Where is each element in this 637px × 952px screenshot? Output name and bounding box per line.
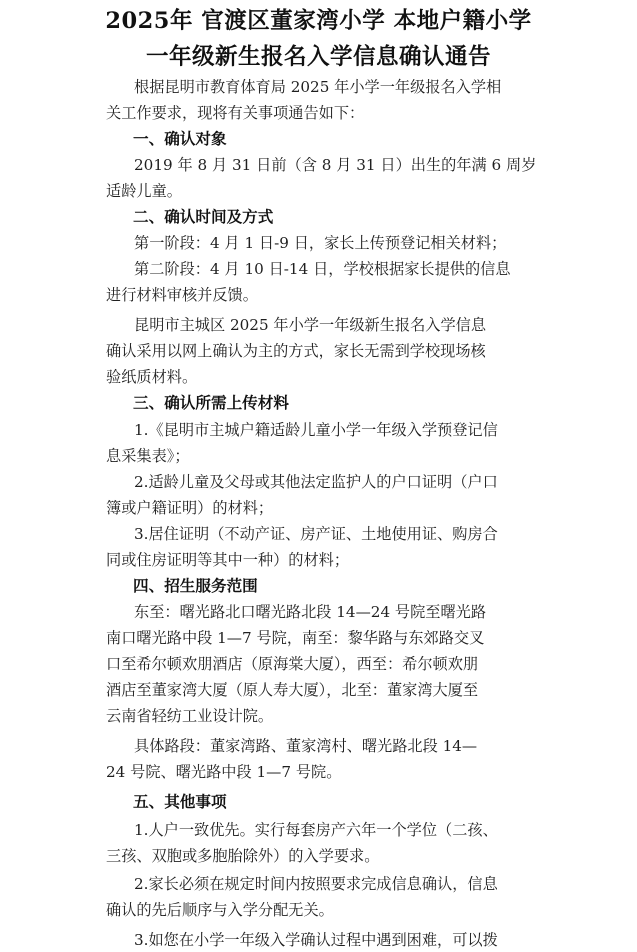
intro-line: 关工作要求，现将有关事项通告如下： — [106, 104, 365, 122]
notice-title-line-1: 2025年 官渡区董家湾小学 本地户籍小学 — [105, 8, 532, 34]
body-line: 簿或户籍证明）的材料； — [106, 499, 274, 517]
body-line: 口至希尔顿欢朋酒店（原海棠大厦），西至：希尔顿欢朋 — [106, 655, 479, 673]
body-line: 适龄儿童。 — [106, 182, 182, 200]
body-line: 2.家长必须在规定时间内按照要求完成信息确认，信息 — [134, 875, 498, 893]
body-line: 具体路段：董家湾路、董家湾村、曙光路北段 14— — [134, 737, 478, 755]
body-line: 3.居住证明（不动产证、房产证、土地使用证、购房合 — [134, 525, 498, 543]
section-heading-materials: 三、确认所需上传材料 — [133, 394, 289, 412]
intro-line: 根据昆明市教育体育局 2025 年小学一年级报名入学相 — [134, 78, 502, 96]
body-line: 3.如您在小学一年级入学确认过程中遇到困难，可以拨 — [134, 931, 498, 949]
section-heading-other: 五、其他事项 — [133, 793, 227, 811]
body-line: 息采集表》； — [106, 447, 190, 465]
body-line: 1.《昆明市主城户籍适龄儿童小学一年级入学预登记信 — [134, 421, 498, 439]
body-line: 2019 年 8 月 31 日前（含 8 月 31 日）出生的年满 6 周岁 — [134, 156, 537, 174]
body-line: 24 号院、曙光路中段 1—7 号院。 — [106, 763, 342, 781]
body-line: 验纸质材料。 — [106, 368, 198, 386]
body-line: 南口曙光路中段 1—7 号院，南至：黎华路与东郊路交叉 — [106, 629, 485, 647]
body-line: 第二阶段：4 月 10 日-14 日，学校根据家长提供的信息 — [134, 260, 511, 278]
section-heading-time-method: 二、确认时间及方式 — [133, 208, 274, 226]
section-heading-service-area: 四、招生服务范围 — [133, 577, 258, 595]
body-line: 云南省轻纺工业设计院。 — [106, 707, 274, 725]
body-line: 确认的先后顺序与入学分配无关。 — [106, 901, 334, 919]
body-line: 三孩、双胞或多胞胎除外）的入学要求。 — [106, 847, 380, 865]
body-line: 确认采用以网上确认为主的方式，家长无需到学校现场核 — [106, 342, 486, 360]
body-line: 1.人户一致优先。实行每套房产六年一个学位（二孩、 — [134, 821, 498, 839]
section-heading-targets: 一、确认对象 — [133, 130, 227, 148]
body-line: 2.适龄儿童及父母或其他法定监护人的户口证明（户口 — [134, 473, 498, 491]
body-line: 同或住房证明等其中一种）的材料； — [106, 551, 349, 569]
body-line: 东至：曙光路北口曙光路北段 14—24 号院至曙光路 — [134, 603, 487, 621]
body-line: 昆明市主城区 2025 年小学一年级新生报名入学信息 — [134, 316, 487, 334]
body-line: 进行材料审核并反馈。 — [106, 286, 258, 304]
notice-title-line-2: 一年级新生报名入学信息确认通告 — [145, 44, 491, 70]
body-line: 酒店至董家湾大厦（原人寿大厦），北至：董家湾大厦至 — [106, 681, 479, 699]
body-line: 第一阶段：4 月 1 日-9 日，家长上传预登记相关材料； — [134, 234, 507, 252]
